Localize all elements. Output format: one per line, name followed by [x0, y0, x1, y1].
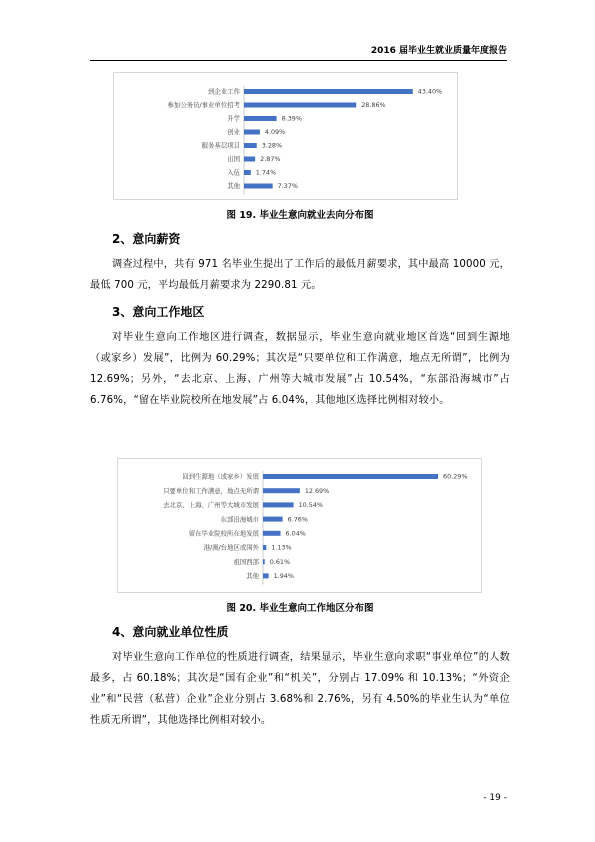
figure-19-caption: 图 19. 毕业生意向就业去向分布图	[226, 210, 374, 221]
chart-0-value-label: 43.40%	[417, 87, 443, 96]
chart-employment-destination	[113, 72, 458, 200]
chart-0-value-label: 2.87%	[260, 155, 281, 164]
chart-0-value-label: 8.39%	[281, 114, 302, 123]
chart-0-value-label: 7.37%	[277, 182, 298, 191]
chart-1-value-label: 6.04%	[285, 529, 306, 538]
page-number: - 19 -	[483, 793, 507, 803]
chart-employment-destination-svg	[114, 73, 457, 199]
chart-1-category-label: 其他	[246, 572, 259, 581]
chart-0-value-label: 1.74%	[255, 168, 277, 177]
chart-0-bar	[244, 103, 356, 108]
chart-0-category-label: 服务基层项目	[201, 141, 240, 150]
chart-1-category-label: 只要单位和工作满意，地点无所谓	[163, 486, 259, 495]
chart-0-category-label: 到企业工作	[208, 87, 240, 96]
chart-1-bar	[263, 502, 294, 507]
chart-0-category-label: 升学	[227, 114, 240, 123]
chart-1-bar	[263, 573, 269, 578]
chart-1-value-label: 10.54%	[298, 501, 323, 510]
section-3-paragraph: 对毕业生意向工作地区进行调查，数据显示，毕业生意向就业地区首选“回到生源地（或家乡）发展”，比例为 60.29%；其次是“只要单位和工作满意，地点无所谓”，比例为 12.69%；另外，“去北京、上海、广州等大城市发展”占 10.54%，“东部沿海城市”占 6.76%，“留在毕业院校所在地发展”占 6.04%，其他地区选择比例相对较小。	[90, 332, 510, 406]
chart-0-category-label: 入伍	[227, 168, 240, 177]
chart-1-category-label: 回到生源地（或家乡）发展	[182, 472, 259, 481]
chart-0-bar	[244, 89, 413, 94]
chart-1-bar	[263, 531, 281, 536]
section-4-title: 4、意向就业单位性质	[112, 625, 229, 639]
chart-1-value-label: 60.29%	[443, 472, 468, 481]
page-header	[90, 42, 507, 61]
chart-1-value-label: 0.61%	[269, 557, 291, 566]
chart-1-value-label: 6.76%	[287, 515, 308, 524]
chart-1-value-label: 1.13%	[271, 543, 292, 552]
section-2-title: 2、意向薪资	[112, 232, 181, 246]
chart-0-category-label: 参加公务员/事业单位招考	[167, 101, 240, 110]
section-4-paragraph: 对毕业生意向工作单位的性质进行调查，结果显示，毕业生意向求职“事业单位”的人数最多，占 60.18%；其次是“国有企业”和“机关”，分别占 17.09% 和 10.13%；“外资企业”和“民营（私营）企业”企业分别占 3.68%和 2.76%，另有 4.50%的毕业生认为“单位性质无所谓”，其他选择比例相对较小。	[90, 652, 510, 726]
chart-work-region	[117, 458, 482, 593]
chart-0-bar	[244, 116, 277, 121]
chart-0-value-label: 4.09%	[264, 128, 286, 137]
chart-0-bar	[244, 184, 273, 189]
chart-1-bar	[263, 488, 300, 493]
chart-0-category-label: 创业	[227, 128, 240, 137]
chart-1-value-label: 1.94%	[273, 572, 294, 581]
chart-0-bar	[244, 157, 255, 162]
chart-1-category-label: 去北京、上海、广州等大城市发展	[163, 501, 259, 510]
chart-work-region-svg	[118, 459, 481, 592]
chart-0-value-label: 28.86%	[361, 101, 386, 110]
chart-1-bar	[263, 517, 283, 522]
chart-0-bar	[244, 143, 257, 148]
report-title: 2016 届毕业生就业质量年度报告	[370, 46, 507, 56]
chart-1-bar	[263, 559, 265, 564]
chart-0-bar	[244, 170, 251, 175]
chart-1-value-label: 12.69%	[304, 486, 330, 495]
chart-0-category-label: 其他	[227, 182, 240, 191]
chart-1-category-label: 港/澳/台地区或国外	[203, 543, 259, 552]
section-2-paragraph: 调查过程中，共有 971 名毕业生提出了工作后的最低月薪要求，其中最高 10000 元，最低 700 元，平均最低月薪要求为 2290.81 元。	[90, 259, 510, 291]
chart-0-bar	[244, 130, 260, 135]
chart-1-category-label: 东部沿海城市	[220, 515, 259, 524]
section-3-title: 3、意向工作地区	[112, 305, 205, 319]
chart-1-category-label: 留在毕业院校所在地发展	[188, 529, 259, 538]
chart-1-category-label: 祖国西部	[233, 557, 259, 566]
figure-20-caption: 图 20. 毕业生意向工作地区分布图	[226, 603, 374, 614]
chart-1-bar	[263, 545, 266, 550]
chart-0-category-label: 出国	[227, 155, 240, 164]
chart-0-value-label: 3.28%	[261, 141, 283, 150]
chart-1-bar	[263, 474, 438, 479]
